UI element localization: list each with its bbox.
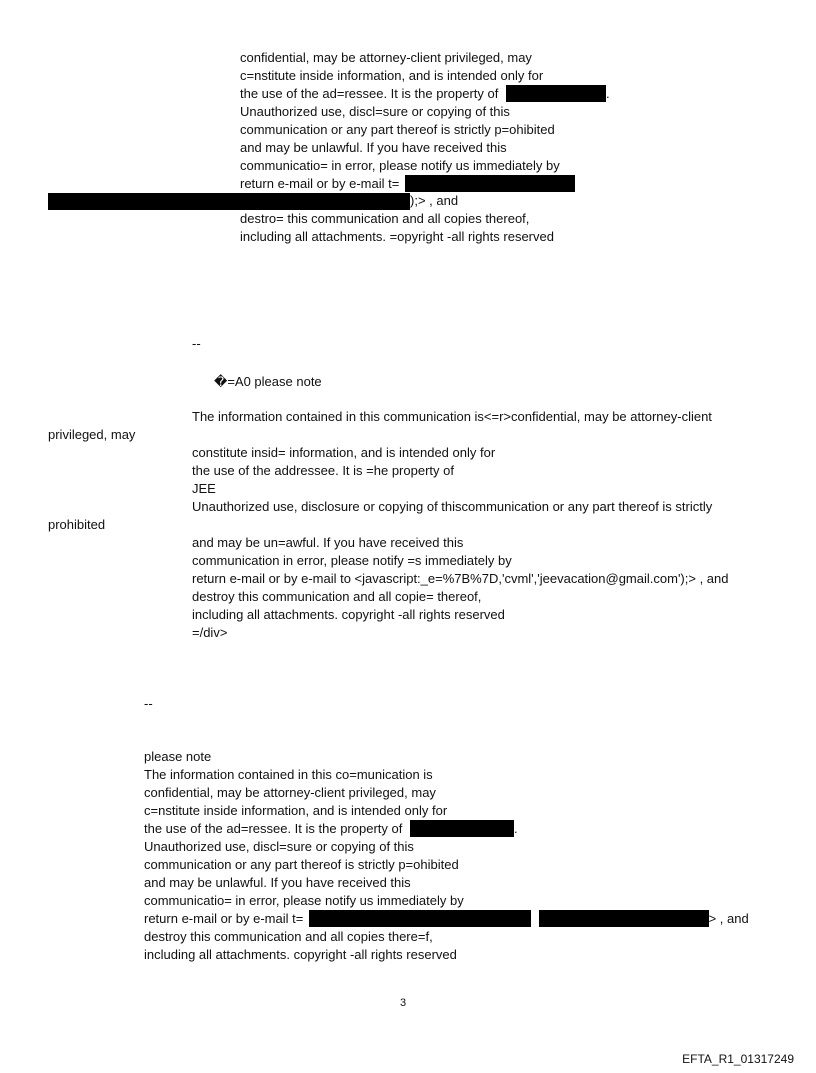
redaction-box [506,85,606,102]
text-line: communication or any part thereof is strictly p=ohibited [144,857,459,872]
text-line: c=nstitute inside information, and is intended only for [144,803,448,818]
text-line: confidential, may be attorney-client privileged, may [144,785,436,800]
text-fragment: return e-mail or by e-mail t= [240,176,400,191]
text-line: confidential, may be attorney-client privileged, may [240,50,532,65]
text-line: JEE [192,481,216,496]
text-line: destro= this communication and all copies thereof, [240,211,530,226]
text-line: );> , and [410,193,459,208]
text-line: Unauthorized use, discl=sure or copying of this [240,104,510,119]
text-line: c=nstitute inside information, and is intended only for [240,68,544,83]
redaction-box [48,193,410,210]
text-fragment: . [513,821,518,836]
text-line: destroy this communication and all copie= thereof, [192,589,482,604]
text-fragment: the use of the ad=ressee. It is the property of [144,821,403,836]
separator: -- [144,696,153,711]
text-fragment: . [605,86,610,101]
text-line: communication in error, please notify =s immediately by [192,553,512,568]
text-line [240,175,575,193]
text-line [144,820,518,838]
text-line: The information contained in this communication is<=r>confidential, may be attorney-client [192,409,712,424]
text-line: Unauthorized use, disclosure or copying of thiscommunication or any part thereof is strictly [192,499,713,514]
text-line: including all attachments. copyright -all rights reserved [144,947,457,962]
text-line: The information contained in this co=munication is [144,767,433,782]
bates-number: EFTA_R1_01317249 [682,1052,794,1066]
text-line: return e-mail or by e-mail to <javascript:_e=%7B%7D,'cvml','jeevacation@gmail.com');> , and [192,571,729,586]
redaction-box [309,910,531,927]
text-line: communication or any part thereof is strictly p=ohibited [240,122,555,137]
text-line: destroy this communication and all copies there=f, [144,929,433,944]
text-line: Unauthorized use, discl=sure or copying of this [144,839,414,854]
text-line: communicatio= in error, please notify us immediately by [240,158,560,173]
text-line: and may be un=awful. If you have received this [192,535,464,550]
text-line: including all attachments. =opyright -all rights reserved [240,229,554,244]
page-number: 3 [400,997,407,1009]
redaction-box [410,820,514,837]
note-heading: �=A0 please note [214,374,322,389]
text-fragment: return e-mail or by e-mail t= [144,911,304,926]
text-line: privileged, may [48,427,136,442]
redaction-box [405,175,575,192]
separator: -- [192,336,201,351]
redaction-box [539,910,709,927]
note-heading: please note [144,749,212,764]
text-line [144,910,749,928]
text-line: constitute insid= information, and is intended only for [192,445,496,460]
text-line: including all attachments. copyright -all rights reserved [192,607,505,622]
text-fragment: > , and [708,911,749,926]
text-fragment: the use of the ad=ressee. It is the property of [240,86,499,101]
text-line: prohibited [48,517,106,532]
text-line: and may be unlawful. If you have received this [144,875,411,890]
text-line [240,85,610,103]
text-line: =/div> [192,625,228,640]
text-line: and may be unlawful. If you have received this [240,140,507,155]
text-line: communicatio= in error, please notify us immediately by [144,893,464,908]
text-line: the use of the addressee. It is =he property of [192,463,454,478]
